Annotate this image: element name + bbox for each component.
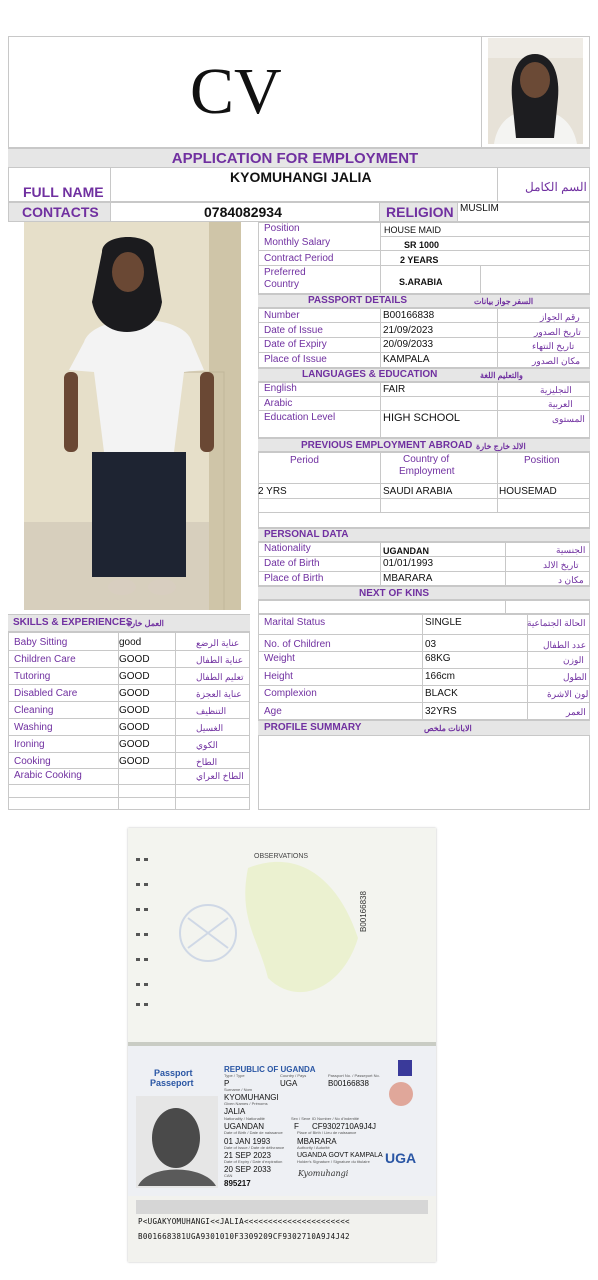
application-title: APPLICATION FOR EMPLOYMENT [171, 150, 419, 167]
weight-ar: الوزن [563, 655, 584, 665]
col-country-2: Employment [399, 466, 455, 477]
arabic-ar: العربية [548, 399, 573, 409]
prev-country: SAUDI ARABIA [383, 486, 453, 497]
height-value: 166cm [425, 671, 456, 682]
nationality-label: Nationality [264, 543, 311, 554]
weight-label: Weight [264, 653, 295, 664]
contract-label: Contract Period [264, 253, 334, 264]
expiry-date-ar: تاريخ النتهاء [532, 341, 575, 351]
full-name-value: KYOMUHANGI JALIA [230, 169, 372, 185]
skill-arabic: عناية الرضع [196, 638, 240, 648]
passport-scan [128, 828, 436, 1262]
passport-number-value: B00166838 [383, 310, 435, 321]
marital-value: SINGLE [425, 617, 462, 628]
skill-label: Ironing [14, 739, 45, 750]
skill-arabic: عناية العجزة [196, 689, 242, 699]
position-value: HOUSE MAID [384, 225, 442, 235]
vertical-passport-number: B00166838 [359, 891, 368, 932]
scan-given: JALIA [224, 1107, 246, 1116]
can-caption: CAN [224, 1173, 233, 1178]
skills-header-ar: العمل خارة [127, 619, 164, 628]
scan-passport-no: B00166838 [328, 1079, 369, 1088]
english-ar: النجليزية [540, 385, 572, 395]
languages-header-ar: والتعليم اللغة [480, 371, 523, 380]
contacts-value: 0784082934 [204, 204, 282, 220]
mrz-line-2: B001668381UGA9301010F3309209CF9302710A9J4J42 [138, 1232, 350, 1241]
col-country-1: Country of [403, 454, 450, 465]
passport-details-header-ar: السفر جواز بيانات [474, 297, 534, 306]
dob-ar: تاريخ الالد [543, 560, 579, 570]
profile-summary-header-ar: الابانات ملخص [424, 724, 472, 733]
salary-value: SR 1000 [404, 240, 440, 250]
auth-caption: Authority / Autorité [297, 1145, 330, 1150]
observations-label: OBSERVATIONS [254, 853, 309, 860]
salary-label: Monthly Salary [264, 237, 331, 248]
surname-caption: Surname / Nom [224, 1087, 253, 1092]
country-caption: Country / Pays [280, 1073, 307, 1078]
pob-value: MBARARA [383, 573, 433, 584]
english-label: English [264, 383, 297, 394]
dob-value: 01/01/1993 [383, 558, 434, 569]
given-caption: Given Names / Prénoms [224, 1101, 268, 1106]
passport-number-ar: رقم الجواز [540, 312, 580, 322]
skill-value: GOOD [119, 739, 150, 750]
dob-label: Date of Birth [264, 558, 320, 569]
children-label: No. of Children [264, 639, 331, 650]
age-value: 32YRS [425, 706, 457, 717]
nationality-ar: الجنسية [556, 545, 586, 555]
education-ar: المستوى [552, 414, 585, 424]
nat-caption: Nationality / Nationalité [224, 1116, 265, 1121]
scan-doi: 21 SEP 2023 [224, 1151, 272, 1160]
issue-date-ar: تاريخ الصدور [534, 327, 581, 337]
nationality-value: UGANDAN [383, 546, 429, 556]
id-caption: ID Number / No d'indentité [312, 1116, 360, 1121]
scan-pob: MBARARA [297, 1137, 337, 1146]
doi-caption: Date of Issue / Date de délivrance [224, 1145, 285, 1150]
scan-can: 895217 [224, 1179, 251, 1188]
education-label: Education Level [264, 412, 336, 423]
skill-label: Cooking [14, 756, 51, 767]
type-caption: Type / Type [224, 1073, 245, 1078]
skill-label: Washing [14, 722, 53, 733]
religion-value: MUSLIM [460, 203, 499, 214]
issue-date-value: 21/09/2023 [383, 325, 434, 336]
previous-employment-header: PREVIOUS EMPLOYMENT ABROAD [301, 440, 473, 451]
marital-label: Marital Status [264, 617, 326, 628]
scan-authority: UGANDA GOVT KAMPALA [297, 1152, 383, 1159]
expiry-date-label: Date of Expiry [264, 339, 327, 350]
scan-type: P [224, 1079, 230, 1088]
doe-caption: Date of Expiry / Date d'expiration [224, 1159, 283, 1164]
no-caption: Passport No. / Passeport No. [328, 1073, 380, 1078]
contacts-label: CONTACTS [22, 204, 99, 220]
contract-value: 2 YEARS [400, 255, 439, 265]
personal-data-header: PERSONAL DATA [264, 529, 349, 540]
complexion-label: Complexion [264, 688, 317, 699]
skill-value: GOOD [119, 756, 150, 767]
skill-label: Children Care [14, 654, 76, 665]
prev-position: HOUSEMAD [499, 486, 557, 497]
skill-value: GOOD [119, 671, 150, 682]
skill-value: GOOD [119, 705, 150, 716]
scan-nationality: UGANDAN [224, 1122, 265, 1131]
skill-value: good [119, 637, 142, 648]
dob-caption: Date of Birth / Date de naissance [224, 1130, 283, 1135]
arabic-label: Arabic [264, 398, 293, 409]
skill-arabic: الطاخ [196, 757, 218, 767]
scan-sex: F [294, 1122, 299, 1131]
skills-header: SKILLS & EXPERIENCES [13, 617, 133, 628]
passport-details-header: PASSPORT DETAILS [308, 295, 408, 306]
marital-ar: الحالة الجتماعية [527, 618, 586, 628]
passport-number-label: Number [264, 310, 300, 321]
skill-arabic: الغسيل [196, 723, 224, 733]
passport-doc-title-1: Passport [154, 1068, 193, 1078]
skill-label: Cleaning [14, 705, 54, 716]
scan-signature: Kyomuhangi [298, 1169, 349, 1178]
skill-label: Tutoring [14, 671, 51, 682]
languages-header: LANGUAGES & EDUCATION [302, 369, 438, 380]
scan-doe: 20 SEP 2033 [224, 1165, 272, 1174]
age-label: Age [264, 706, 282, 717]
sig-caption: Holder's Signature / Signature du titulaire [297, 1159, 370, 1164]
passport-doc-title-2: Passeport [150, 1078, 194, 1088]
skill-arabic: الطاخ العراي [196, 771, 244, 781]
col-period: Period [290, 455, 319, 466]
mrz-line-1: P<UGAKYOMUHANGI<<JALIA<<<<<<<<<<<<<<<<<<<<<< [138, 1217, 350, 1226]
full-body-photo [24, 222, 241, 610]
position-label: Position [264, 223, 300, 234]
skill-arabic: التنظيف [196, 706, 227, 716]
profile-summary-header: PROFILE SUMMARY [264, 722, 362, 733]
skill-label: Disabled Care [14, 688, 78, 699]
skill-value: GOOD [119, 688, 150, 699]
issue-place-value: KAMPALA [383, 354, 430, 365]
full-name-label: FULL NAME [23, 184, 104, 200]
children-value: 03 [425, 639, 437, 650]
prev-period: 2 YRS [258, 486, 287, 497]
portrait-photo [488, 38, 583, 144]
english-value: FAIR [383, 384, 406, 395]
expiry-date-value: 20/09/2033 [383, 339, 434, 350]
skill-label: Arabic Cooking [14, 770, 82, 781]
skill-label: Baby Sitting [14, 637, 68, 648]
weight-value: 68KG [425, 653, 451, 664]
skill-arabic: الكوي [196, 740, 218, 750]
skill-value: GOOD [119, 654, 150, 665]
pob-ar: مكان د [558, 575, 584, 585]
issue-place-label: Place of Issue [264, 354, 327, 365]
complexion-value: BLACK [425, 688, 458, 699]
height-label: Height [264, 671, 293, 682]
scan-surname: KYOMUHANGI [224, 1093, 279, 1102]
republic-label: REPUBLIC OF UGANDA [224, 1065, 316, 1074]
previous-employment-header-ar: الالد خارج خارة [476, 442, 526, 451]
religion-label: RELIGION [386, 204, 454, 220]
children-ar: عدد الطفال [543, 640, 587, 650]
education-value: HIGH SCHOOL [383, 412, 461, 424]
preferred-label-2: Country [264, 279, 300, 290]
preferred-label-1: Preferred [264, 267, 306, 278]
col-position: Position [524, 455, 560, 466]
pob-label: Place of Birth [264, 573, 324, 584]
uga-logo: UGA [385, 1150, 417, 1166]
issue-date-label: Date of Issue [264, 325, 323, 336]
height-ar: الطول [563, 672, 587, 682]
full-name-arabic: السم الكامل [525, 180, 587, 194]
scan-dob: 01 JAN 1993 [224, 1137, 271, 1146]
cv-title: CV [190, 55, 282, 128]
next-of-kins-header: NEXT OF KINS [359, 588, 430, 599]
skill-arabic: عناية الطفال [196, 655, 244, 665]
skill-arabic: تعليم الطفال [196, 672, 244, 682]
pob-caption: Place of Birth / Lieu de naissance [297, 1130, 357, 1135]
skill-value: GOOD [119, 722, 150, 733]
scan-country: UGA [280, 1079, 298, 1088]
issue-place-ar: مكان الصدور [532, 356, 581, 366]
preferred-value: S.ARABIA [399, 277, 443, 287]
complexion-ar: لون الاشرة [547, 689, 589, 699]
scan-id: CF9302710A9J4J [312, 1122, 377, 1131]
age-ar: العمر [566, 707, 586, 717]
sex-caption: Sex / Sexe [291, 1116, 311, 1121]
